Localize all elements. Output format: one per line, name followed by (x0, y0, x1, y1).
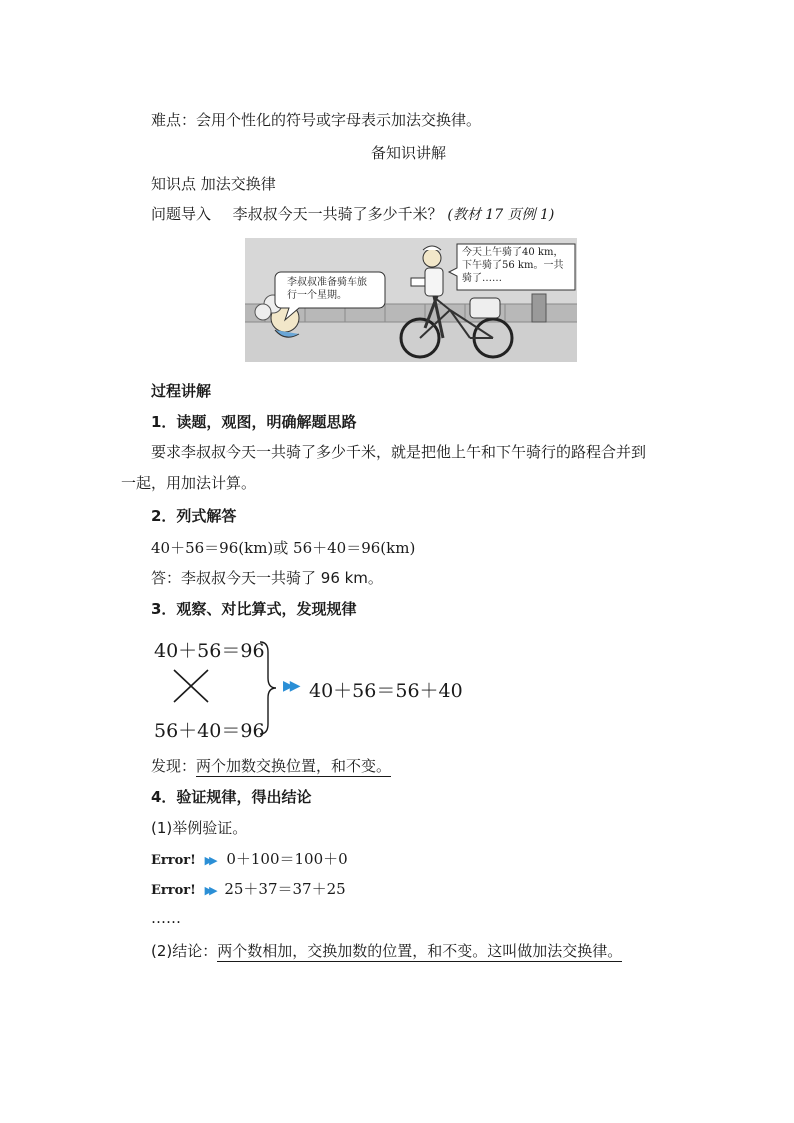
left-speech-bubble (287, 276, 367, 302)
conclusion-label: (2)结论： (151, 942, 218, 960)
problem-intro-label: 问题导入 (151, 205, 212, 223)
section-title: 备知识讲解 (371, 144, 447, 162)
equation-top: 40＋56＝96 (154, 640, 265, 662)
difficulty-line: 难点：会用个性化的符号或字母表示加法交换律。 (151, 111, 482, 129)
example1 (151, 849, 348, 871)
cycling-illustration (245, 238, 577, 362)
process-title: 过程讲解 (151, 382, 212, 400)
equation-bottom: 56＋40＝96 (154, 720, 265, 742)
step1-text-line2: 一起，用加法计算。 (121, 474, 257, 492)
step1-title: 1．读题，观图，明确解题思路 (151, 413, 357, 431)
double-arrow-icon: ▶▶ (204, 854, 214, 867)
right-brace-icon (258, 640, 280, 736)
discovery-line (151, 756, 391, 776)
step2-answer: 答：李叔叔今天一共骑了 96 km。 (151, 569, 383, 587)
discovery-text: 两个加数交换位置，和不变。 (196, 757, 392, 775)
step2-formula: 40＋56＝96(km)或 56＋40＝96(km) (151, 539, 416, 557)
left-bubble-line: 行一个星期。 (287, 290, 347, 301)
cross-icon (172, 668, 210, 704)
example1-equation: 0＋100＝100＋0 (226, 850, 348, 868)
right-bubble-line: 今天上午骑了40 km， (462, 247, 564, 258)
step4-title: 4．验证规律，得出结论 (151, 788, 312, 806)
problem-intro-question: 李叔叔今天一共骑了多少千米？ (232, 205, 443, 223)
example2-label: Error! (151, 883, 196, 898)
step2-title: 2．列式解答 (151, 507, 237, 525)
problem-intro-ref: (教材 17 页例 1) (447, 207, 555, 223)
example2-equation: 25＋37＝37＋25 (224, 880, 346, 898)
left-bubble-line: 李叔叔准备骑车旅 (287, 277, 367, 288)
conclusion-line (151, 941, 622, 961)
example1-label: Error! (151, 853, 196, 868)
conclusion-text: 两个数相加，交换加数的位置，和不变。这叫做加法交换律。 (217, 942, 623, 960)
right-speech-bubble (462, 246, 563, 285)
right-bubble-line: 下午骑了56 km。一共 (462, 260, 564, 271)
right-bubble-line: 骑了…… (462, 273, 502, 284)
step1-text-line1: 要求李叔叔今天一共骑了多少千米，就是把他上午和下午骑行的路程合并到 (151, 443, 647, 461)
double-arrow-icon: ▶▶ (283, 678, 297, 694)
example2 (151, 879, 346, 901)
step4-sub1: (1)举例验证。 (151, 819, 248, 837)
knowledge-point: 知识点 加法交换律 (151, 175, 276, 193)
ellipsis: …… (151, 909, 181, 927)
step3-title: 3．观察、对比算式，发现规律 (151, 600, 357, 618)
double-arrow-icon: ▶▶ (204, 884, 214, 897)
discovery-label: 发现： (151, 757, 197, 775)
equation-result: 40＋56＝56＋40 (309, 680, 463, 702)
problem-intro (151, 204, 554, 225)
